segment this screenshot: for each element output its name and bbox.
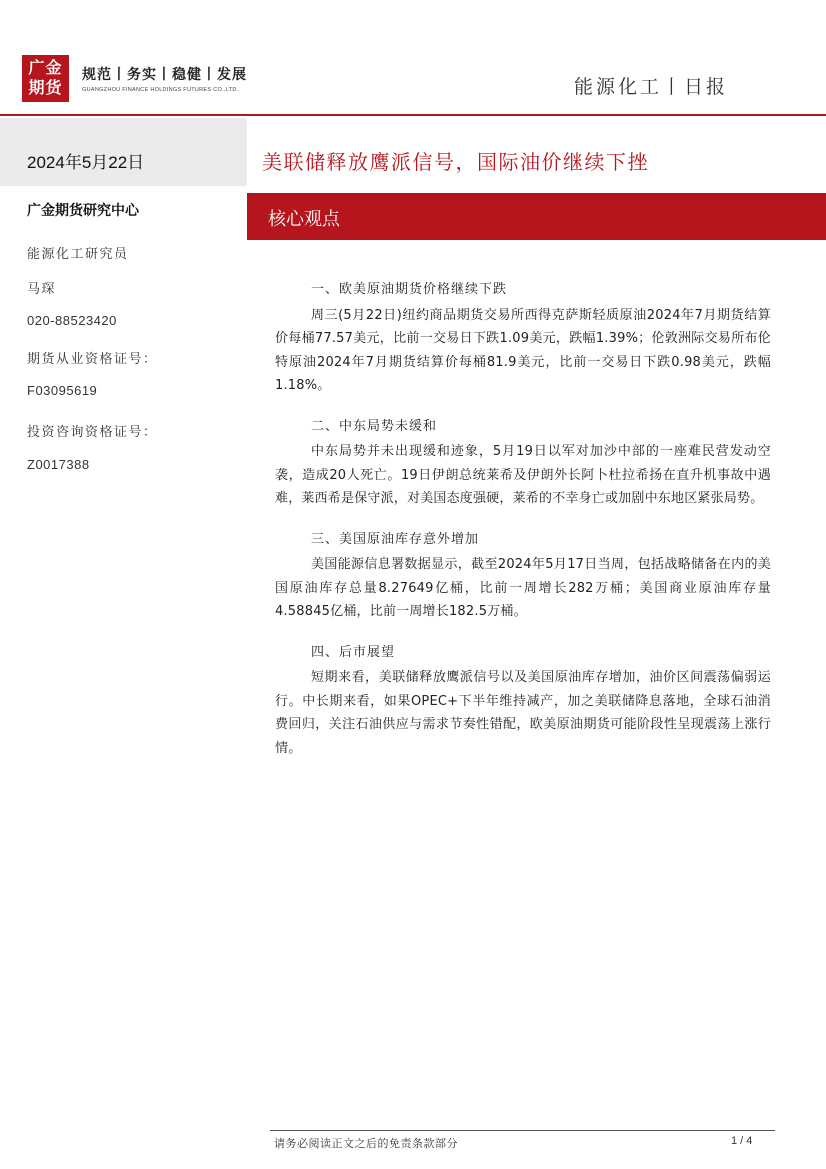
section-heading: 一、欧美原油期货价格继续下跌 [311, 282, 508, 297]
company-logo [22, 55, 69, 102]
analyst-title: 能源化工研究员 [27, 247, 129, 262]
disclaimer-note: 请务必阅读正文之后的免责条款部分 [274, 1137, 458, 1150]
research-center: 广金期货研究中心 [27, 203, 139, 219]
section-heading: 三、美国原油库存意外增加 [311, 531, 480, 547]
logo-text-line1: 广金 [28, 58, 63, 77]
advisory-license-number: Z0017388 [27, 457, 90, 472]
futures-license-number: F03095619 [27, 383, 98, 398]
company-english-name: GUANGZHOU FINANCE HOLDINGS FUTURES CO.,LTD. [82, 87, 239, 93]
page-number: 1 / 4 [731, 1135, 753, 1147]
analyst-name: 马琛 [27, 282, 57, 297]
section-heading: 四、后市展望 [311, 644, 396, 660]
section-paragraph: 短期来看，美联储释放鹰派信号以及美国原油库存增加，油价区间震荡偏弱运行。中长期来看，如果OPEC+下半年维持减产，加之美联储降息落地，全球石油消费回归，关注石油供应与需求节奏性错配，欧美原油期货可能阶段性呈现震荡上涨行情。 [275, 670, 771, 756]
footer-divider [270, 1130, 775, 1131]
advisory-license-label: 投资咨询资格证号： [27, 425, 158, 440]
section-paragraph: 中东局势并未出现缓和迹象，5月19日以军对加沙中部的一座难民营发动空袭，造成20人死亡。19日伊朗总统莱希及伊朗外长阿卜杜拉希扬在直升机事故中遇难，莱西希是保守派，对美国态度强硬，莱希的不幸身亡或加剧中东地区紧张局势。 [275, 444, 771, 506]
sidebar [0, 118, 247, 1169]
report-date: 2024年5月22日 [27, 153, 145, 172]
date-band [0, 118, 247, 186]
section-paragraph: 周三(5月22日)纽约商品期货交易所西得克萨斯轻质原油2024年7月期货结算价每桶77.57美元，比前一交易日下跌1.09美元，跌幅1.39%；伦敦洲际交易所布伦特原油2024年7月期货结算价每桶81.9美元，比前一交易日下跌0.98美元，跌幅1.18%。 [275, 307, 771, 393]
report-title: 美联储释放鹰派信号，国际油价继续下挫 [262, 150, 649, 174]
report-type: 能源化工丨日报 [573, 76, 728, 98]
page-header [0, 0, 826, 118]
section-heading: 二、中东局势未缓和 [311, 418, 438, 434]
report-body [275, 278, 771, 777]
header-divider [0, 114, 826, 116]
futures-license-label: 期货从业资格证号： [27, 352, 158, 367]
company-slogan: 规范丨务实丨稳健丨发展 [82, 67, 247, 83]
section-paragraph: 美国能源信息署数据显示，截至2024年5月17日当周，包括战略储备在内的美国原油库存总量8.27649亿桶，比前一周增长282万桶；美国商业原油库存量4.58845亿桶，比前一周增长182.5万桶。 [275, 557, 771, 619]
core-view-label: 核心观点 [268, 209, 340, 230]
logo-text-line2: 期货 [28, 78, 63, 97]
analyst-phone: 020-88523420 [27, 313, 117, 328]
